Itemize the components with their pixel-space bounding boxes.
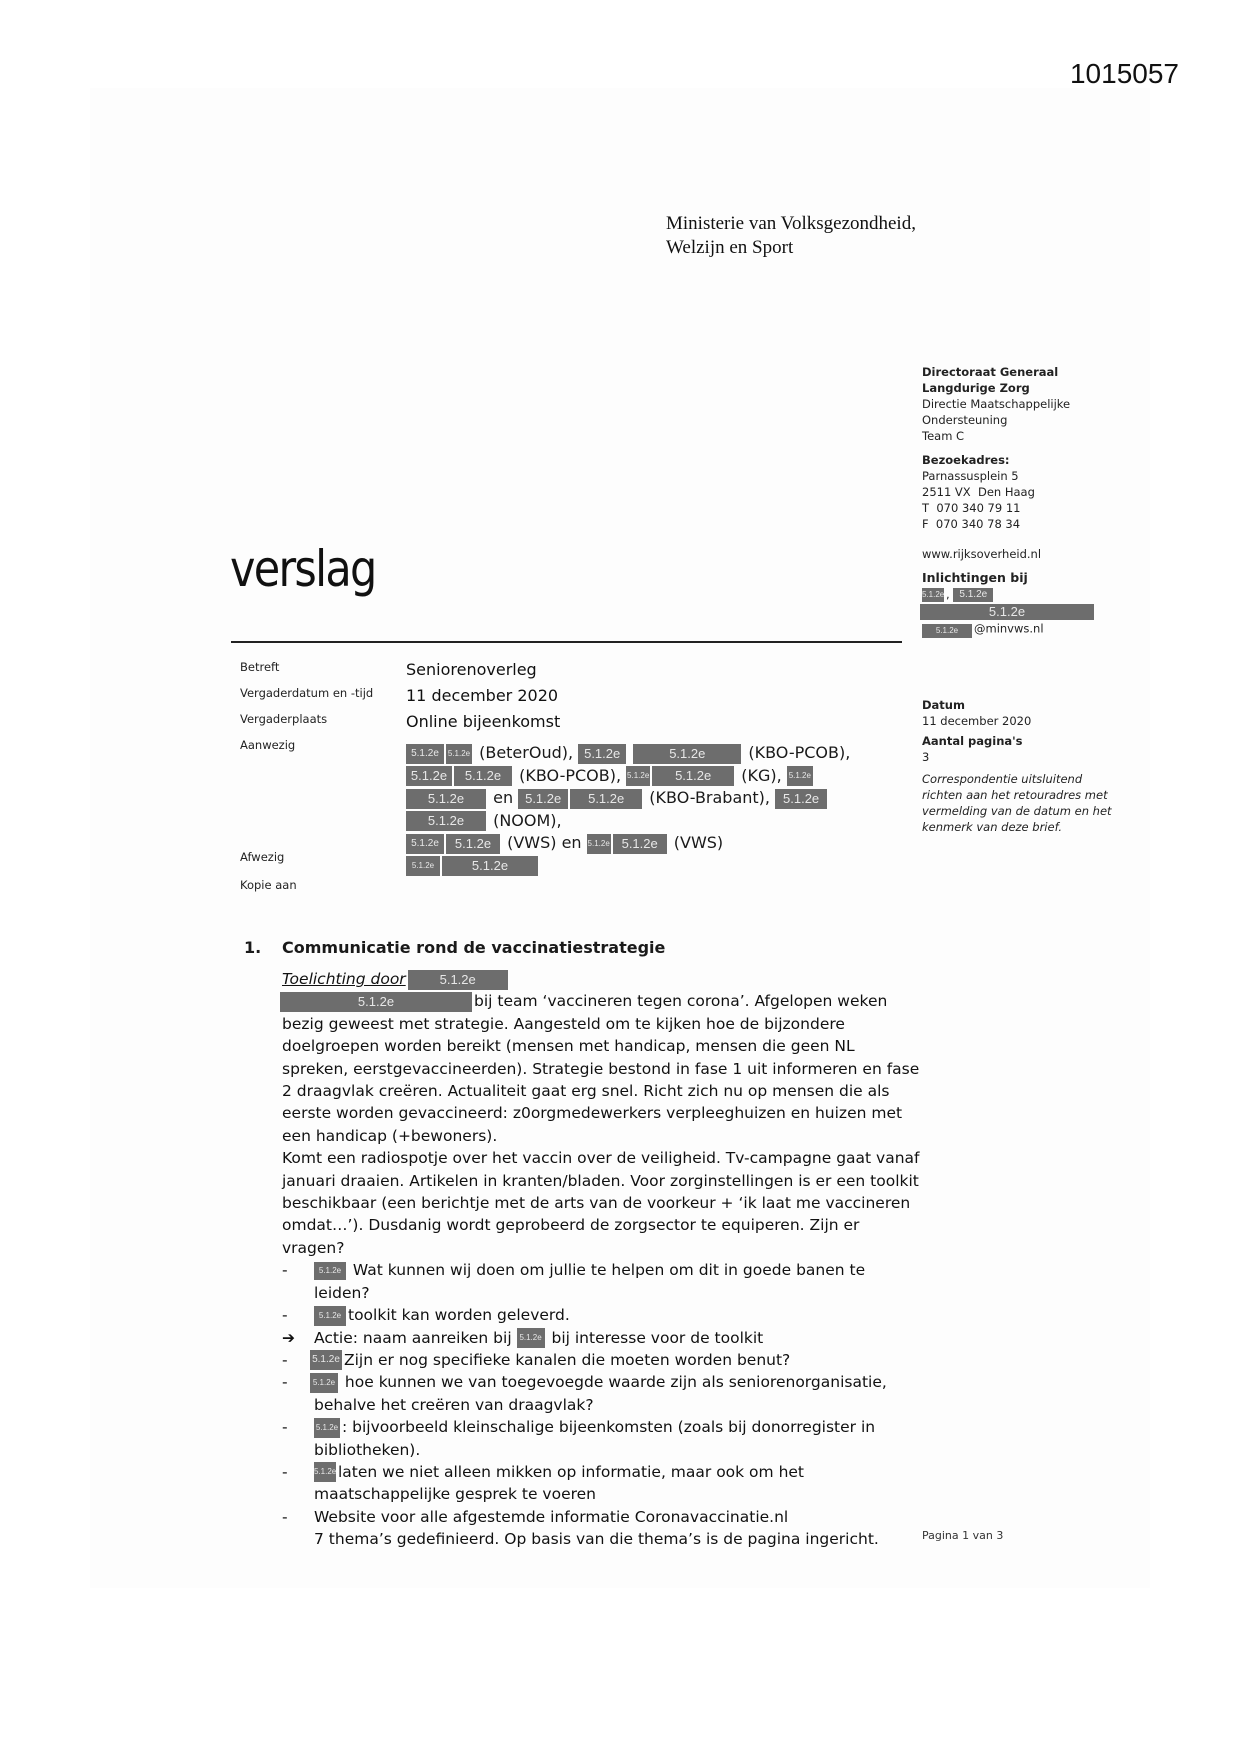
list-item-text: Actie: naam aanreiken bij — [314, 1328, 517, 1347]
visit-address-label: Bezoekadres: — [922, 453, 1010, 467]
redaction: 5.1.2e — [587, 834, 611, 854]
conjunction: en — [493, 788, 514, 807]
list-item — [282, 1461, 922, 1506]
email-domain: @minvws.nl — [974, 621, 1044, 636]
dept-line-3: Team C — [922, 429, 965, 443]
sidebar-date-block — [922, 697, 1112, 835]
section-title: Communicatie rond de vaccinatiestrategie — [282, 938, 666, 957]
org-noom: (NOOM), — [493, 810, 562, 830]
closing-text: 7 thema’s gedefinieerd. Op basis van die thema’s is de pagina ingericht. — [314, 1530, 879, 1549]
attendees-list — [406, 742, 926, 877]
section-1-heading — [244, 938, 924, 957]
address-line-2: 2511 VX Den Haag — [922, 485, 1035, 499]
redaction: 5.1.2e — [406, 834, 444, 854]
datum-label: Vergaderdatum en -tijd — [240, 686, 374, 700]
redaction: 5.1.2e — [626, 766, 650, 786]
list-item — [282, 1259, 922, 1304]
list-item-text: Zijn er nog specifieke kanalen die moeten worden benut? — [344, 1350, 791, 1369]
section-1-body — [282, 968, 922, 1551]
arrow-right-icon: ➔ — [282, 1328, 295, 1347]
paragraph-1: bezig geweest met strategie. Aangesteld om te kijken hoe de bijzondere doelgroepen worden bereikt (mensen met handicap, mensen die geen NL spreken, eerstgevaccineerden). Strategie bestond in fase 1 uit informeren en fase 2 draagvlak creëren. Actualiteit gaat erg snel. Richt zich nu op mensen die als eerste worden gevaccineerd: z0orgmedewerkers verpleeghuizen en huizen met een handicap (+bewoners). — [282, 1014, 920, 1145]
plaats-value: Online bijeenkomst — [406, 712, 561, 731]
kopie-label: Kopie aan — [240, 878, 297, 892]
paragraph-1-start: bij team ‘vaccineren tegen corona’. Afgelopen weken — [474, 992, 888, 1011]
list-item — [282, 1416, 922, 1461]
redaction: 5.1.2e — [280, 992, 472, 1012]
redaction: 5.1.2e — [314, 1418, 340, 1438]
betreft-value: Seniorenoverleg — [406, 660, 537, 679]
redaction: 5.1.2e — [408, 970, 508, 990]
bullet-dash: - — [282, 1350, 288, 1369]
list-item — [282, 1371, 922, 1416]
org-line-1: Directoraat Generaal — [922, 365, 1059, 379]
page-indicator: Pagina 1 van 3 — [922, 1529, 1004, 1542]
org-vws: (VWS) — [673, 833, 724, 852]
list-item-text: bij interesse voor de toolkit — [546, 1328, 764, 1347]
redaction: 5.1.2e — [406, 856, 440, 876]
pages-label: Aantal pagina's — [922, 734, 1023, 748]
redaction: 5.1.2e — [633, 744, 741, 764]
redaction: 5.1.2e — [314, 1462, 336, 1482]
paragraph-2: Komt een radiospotje over het vaccin over de veiligheid. Tv-campagne gaat vanaf januari draaien. Artikelen in kranten/bladen. Voor zorginstellingen is er een toolkit beschikbaar (een berichtje met de arts van de voorkeur + ‘ik laat me vaccineren omdat…’). Dusdanig wordt geprobeerd de zorgsector te equiperen. Zijn er vragen? — [282, 1149, 920, 1257]
org-beteroud: (BeterOud), — [479, 743, 574, 762]
redaction: 5.1.2e — [310, 1350, 342, 1370]
list-item-text: Wat kunnen wij doen om jullie te helpen om dit in goede banen te leiden? — [314, 1261, 866, 1302]
dept-line-1: Directie Maatschappelijke — [922, 397, 1071, 411]
redaction: 5.1.2e — [775, 789, 827, 809]
redaction: 5.1.2e — [787, 766, 813, 786]
afwezig-label: Afwezig — [240, 850, 285, 864]
page-title: verslag — [230, 540, 376, 598]
ministry-logo-text — [666, 212, 916, 260]
org-kg: (KG), — [741, 765, 782, 785]
redaction: 5.1.2e — [922, 624, 972, 638]
bullet-dash: - — [282, 1418, 288, 1437]
redaction: 5.1.2e — [578, 744, 626, 764]
list-item — [282, 1506, 922, 1528]
list-item-text: : bijvoorbeeld kleinschalige bijeenkomsten (zoals bij donorregister in bibliotheken). — [314, 1418, 876, 1459]
betreft-label: Betreft — [240, 660, 280, 674]
redaction: 5.1.2e — [953, 588, 993, 602]
plaats-label: Vergaderplaats — [240, 712, 328, 726]
org-kbo-brabant: (KBO-Brabant), — [649, 788, 770, 807]
list-item — [282, 1304, 922, 1326]
redaction: 5.1.2e — [517, 1328, 545, 1348]
redaction: 5.1.2e — [920, 604, 1094, 620]
aanwezig-label: Aanwezig — [240, 738, 296, 752]
redaction: 5.1.2e — [652, 766, 734, 786]
org-line-2: Langdurige Zorg — [922, 381, 1030, 395]
redaction: 5.1.2e — [442, 856, 538, 876]
redaction: 5.1.2e — [406, 744, 444, 764]
redaction: 5.1.2e — [406, 811, 486, 831]
datum-value: 11 december 2020 — [406, 686, 559, 705]
bullet-dash: - — [282, 1373, 288, 1392]
sidebar-org-block: Directoraat Generaal Langdurige Zorg Directie Maatschappelijke Ondersteuning Team C Bezoekadres: Parnassusplein 5 2511 VX Den Haag T 070 340 79 11 F 070 340 78 34 www.rijksoverheid.nl Inlichtingen bij 5.1.2e , 5.1.2e 5.1.2e 5.1.2e @minvws.nl — [922, 364, 1096, 638]
document-number: 1015057 — [1069, 58, 1179, 89]
ministry-line-1: Ministerie van Volksgezondheid, — [666, 213, 916, 234]
redaction: 5.1.2e — [446, 834, 500, 854]
action-item — [282, 1327, 922, 1349]
section-number: 1. — [244, 938, 262, 957]
redaction: 5.1.2e — [613, 834, 667, 854]
list-item — [282, 1349, 922, 1371]
intro-label: Toelichting door — [282, 970, 406, 988]
pages-value: 3 — [922, 750, 930, 764]
date-label: Datum — [922, 698, 965, 712]
closing-line — [282, 1528, 922, 1550]
dept-line-2: Ondersteuning — [922, 413, 1008, 427]
bullet-dash: - — [282, 1306, 288, 1325]
address-line-1: Parnassusplein 5 — [922, 469, 1019, 483]
list-item-text: toolkit kan worden geleverd. — [348, 1306, 570, 1325]
list-item-text: hoe kunnen we van toegevoegde waarde zijn als seniorenorganisatie, behalve het creëren van draagvlak? — [314, 1373, 887, 1414]
redaction: 5.1.2e — [314, 1262, 346, 1280]
bullet-dash: - — [282, 1507, 288, 1526]
redaction: 5.1.2e — [406, 766, 452, 786]
redaction: 5.1.2e — [406, 789, 486, 809]
info-label: Inlichtingen bij — [922, 570, 1028, 585]
date-value: 11 december 2020 — [922, 714, 1032, 728]
redaction: 5.1.2e — [518, 789, 568, 809]
list-item-text: laten we niet alleen mikken op informatie, maar ook om het maatschappelijke gesprek te voeren — [314, 1462, 805, 1504]
redaction: 5.1.2e — [314, 1306, 346, 1326]
redaction: 5.1.2e — [310, 1373, 338, 1393]
redaction: 5.1.2e — [454, 766, 512, 786]
title-divider — [231, 641, 902, 643]
redaction: 5.1.2e — [446, 744, 472, 764]
fax: F 070 340 78 34 — [922, 517, 1021, 531]
list-item-text: Website voor alle afgestemde informatie Coronavaccinatie.nl — [314, 1507, 789, 1526]
bullet-dash: - — [282, 1261, 288, 1280]
org-vws: (VWS) en — [507, 833, 582, 852]
redaction: 5.1.2e — [922, 588, 944, 602]
phone: T 070 340 79 11 — [922, 501, 1021, 515]
website-link[interactable]: www.rijksoverheid.nl — [922, 547, 1042, 561]
org-kbo-pcob: (KBO-PCOB), — [748, 743, 851, 762]
org-kbo-pcob: (KBO-PCOB), — [519, 765, 622, 785]
bullet-dash: - — [282, 1462, 288, 1481]
ministry-line-2: Welzijn en Sport — [666, 237, 794, 258]
correspondence-note: Correspondentie uitsluitend richten aan het retouradres met vermelding van de datum en het kenmerk van deze brief. — [922, 772, 1112, 834]
redaction: 5.1.2e — [570, 789, 642, 809]
